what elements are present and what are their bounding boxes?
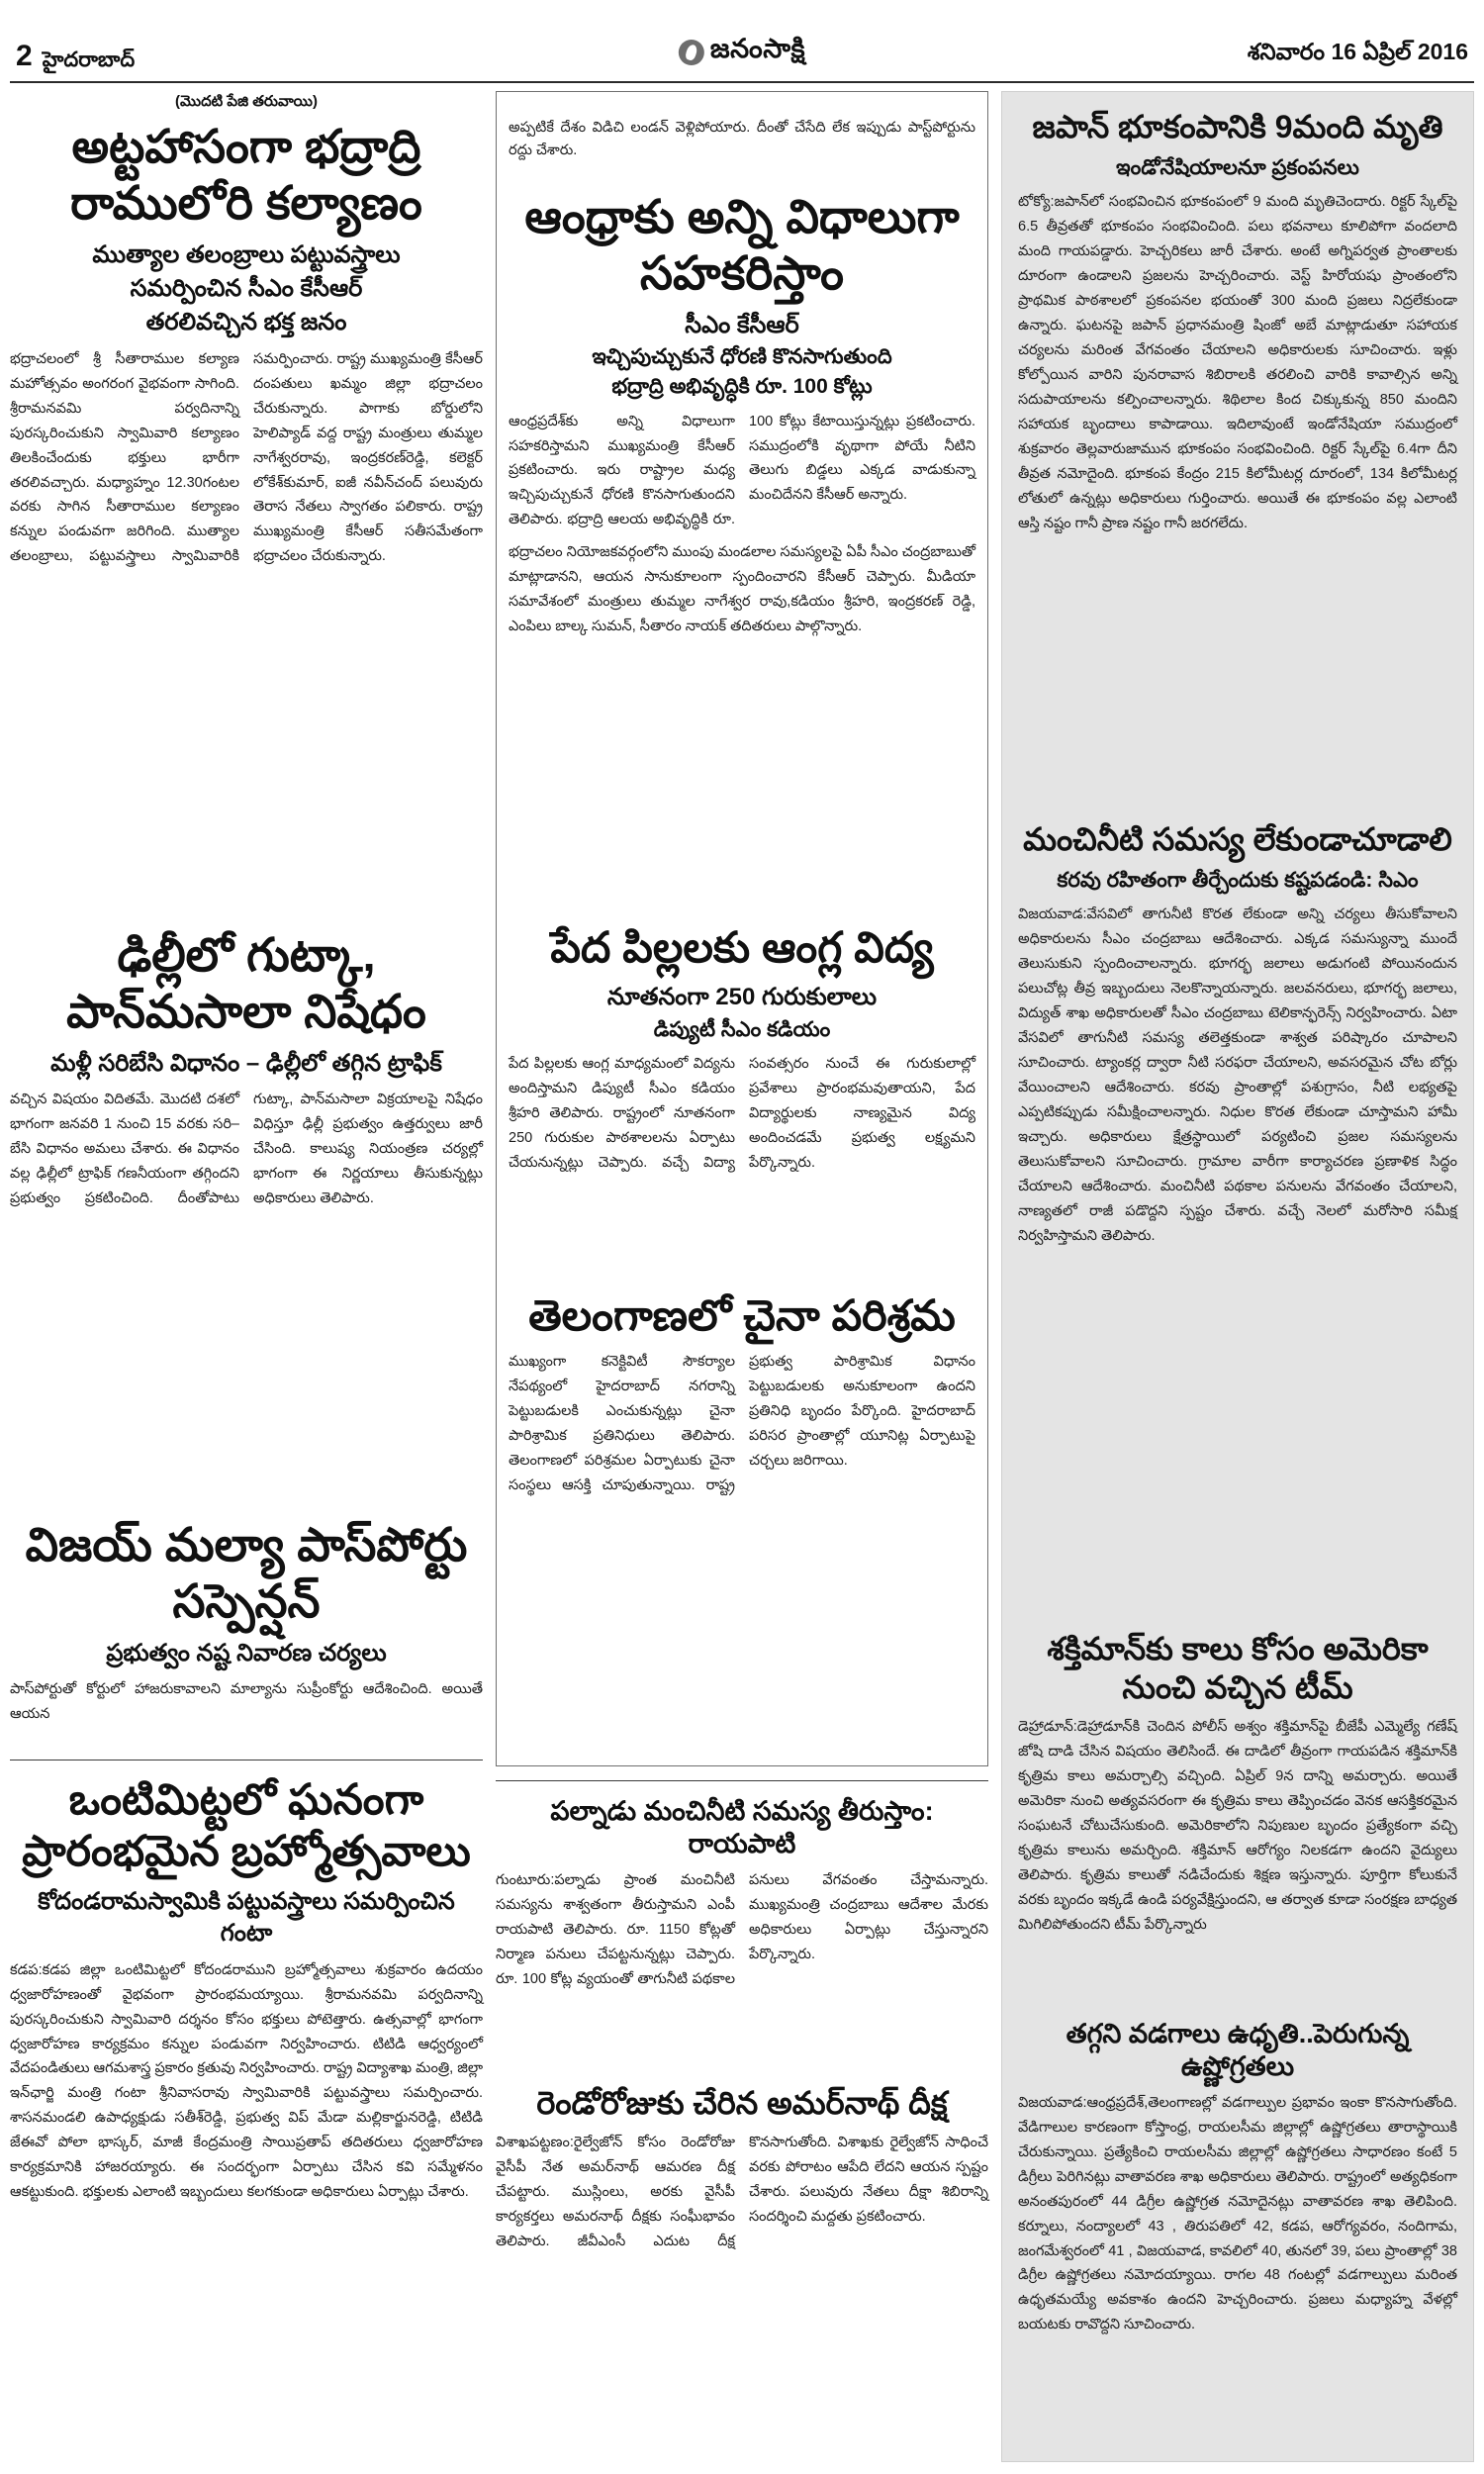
headline: మంచినీటి సమస్య లేకుండాచూడాలి (1023, 821, 1452, 857)
page-header (0, 0, 1484, 77)
subhead: తరలివచ్చిన భక్త జనం (145, 309, 347, 336)
article-palnadu-water (496, 1795, 988, 2084)
edition-label: హైదరాబాద్ (42, 48, 136, 71)
article-body: భద్రాచలంలో శ్రీ సీతారాముల కల్యాణ మహోత్సవం అంగరంగ వైభవంగా సాగింది. శ్రీరామనవమి పర్వదినాన్ని పురస్కరించుకుని స్వామివారి కల్యాణం తిలకించేందుకు భక్తులు భారీగా తరలివచ్చారు. మధ్యాహ్నం 12.30గంటల వరకు సాగిన సీతారాముల కల్యాణం కన్నుల పండువగా జరిగింది. ముత్యాల తలంబ్రాలు, పట్టువస్త్రాలు స్వామివారికి సమర్పించారు. రాష్ట్ర ముఖ్యమంత్రి కేసీఆర్ దంపతులు ఖమ్మం జిల్లా భద్రాచలం చేరుకున్నారు. పాగాకు బోర్డులోని హెలిప్యాడ్ వద్ద రాష్ట్ర మంత్రులు తుమ్మల నాగేశ్వరరావు, ఇంద్రకరణ్‌రెడ్డి, కలెక్టర్ లోకేశ్‌కుమార్, ఐజీ నవీన్‌చంద్ పలువురు తెరాస నేతలు స్వాగతం పలికారు. రాష్ట్ర ముఖ్యమంత్రి కేసీఆర్ సతీసమేతంగా భద్రాచలం చేరుకున్నారు. (10, 350, 483, 565)
subhead: ప్రభుత్వం నష్ట నివారణ చర్యలు (106, 1639, 387, 1666)
article-body: టోక్యో:జపాన్‌లో సంభవించిన భూకంపంలో 9 మంది మృతిచెందారు. రిక్టర్ స్కేల్‌పై 6.5 తీవ్రతతో భూకంపం సంభవించింది. పలు భవనాలు కూలిపోగా వందలాది మంది గాయపడ్డారు. హెచ్చరికలు జారీ చేశారు. అంటే అగ్నిపర్వత ప్రాంతాలకు దూరంగా ఉండాలని ప్రజలను హెచ్చరించారు. వెస్ట్ హిరోయషు ప్రాంతంలోని ప్రాథమిక పాఠశాలలో ప్రకంపనల భయంతో 300 మంది ప్రజలు నిద్రలేకుండా ఉన్నారు. ఘటనపై జపాన్ ప్రధానమంత్రి షింజో అబే మాట్లాడుతూ సహాయక చర్యలను మరింత వేగవంతం చేయాలని అధికారులకు సూచించారు. ఇళ్లు కోల్పోయిన వారిని పునరావాస శిబిరాలకి తరలించి వారికి కావాల్సిన అన్ని సదుపాయాలను కల్పించాలన్నారు. శిథిలాల కింద చిక్కుకున్న 850 మందిని సహాయక బృందాలు కాపాడాయి. ఇదిలావుంటే ఇండోనేషియా సముద్రంలో శుక్రవారం తెల్లవారుజామున భూకంపం సంభవించింది. రిక్టర్ స్కేల్‌పై 6.4గా దీని తీవ్రత నమోదైంది. భూకంప కేంద్రం 215 కిలోమీటర్ల దూరంలో, 134 కిలోమీటర్ల లోతులో ఉన్నట్లు అధికారులు గుర్తించారు. అయితే ఈ భూకంపం వల్ల ఎలాంటి ఆస్తి నష్టం గానీ ప్రాణ నష్టం గానీ జరగలేదు. (1018, 194, 1457, 531)
subhead: కరవు రహితంగా తీర్చేందుకు కష్టపడండి: సిఎం (1057, 869, 1419, 893)
page-number: 2 (16, 40, 33, 72)
continuation-strapline: అప్పటికే దేశం విడిచి లండన్ వెళ్లిపోయారు. దీంతో చేసేది లేక ఇప్పుడు పాస్ట్‌పోర్టును రద్దు చేశారు. (509, 119, 975, 158)
right-column-panel (1001, 91, 1474, 2462)
article-body: వచ్చిన విషయం విదితమే. మొదటి దశలో భాగంగా జనవరి 1 నుంచి 15 వరకు సరి–బేసి విధానం అమలు చేశారు. ఈ విధానం వల్ల ఢిల్లీలో ట్రాఫిక్ గణనీయంగా తగ్గిందని ప్రభుత్వం ప్రకటించింది. దీంతోపాటు గుట్కా, పాన్‌మసాలా విక్రయాలపై నిషేధం విధిస్తూ ఢిల్లీ ప్రభుత్వం ఉత్తర్వులు జారీ చేసింది. కాలుష్య నియంత్రణ చర్యల్లో భాగంగా ఈ నిర్ణయాలు తీసుకున్నట్లు అధికారులు తెలిపారు. (10, 1092, 483, 1206)
headline: తెలంగాణలో చైనా పరిశ్రమ (528, 1291, 956, 1340)
subhead: డిప్యుటీ సీఎం కడియం (653, 1017, 831, 1041)
continuation-kicker: (మొదటి పేజి తరువాయి) (175, 93, 318, 110)
article-body: ఆంధ్రప్రదేశ్‌కు అన్ని విధాలుగా సహకరిస్తామని ముఖ్యమంత్రి కేసీఆర్ ప్రకటించారు. ఇరు రాష్ట్రాల మధ్య ఇచ్చిపుచ్చుకునే ధోరణి కొనసాగుతుందని తెలిపారు. భద్రాద్రి ఆలయ అభివృద్ధికి రూ. 100 కోట్లు కేటాయిస్తున్నట్లు ప్రకటించారు. సముద్రంలోకి వృథాగా పోయే నీటిని తెలుగు బిడ్డలు ఎక్కడ వాడుకున్నా మంచిదేనని కేసీఆర్ అన్నారు. (509, 413, 975, 528)
headline: పేద పిల్లలకు ఆంగ్ల విద్య (550, 923, 934, 972)
headline: ఆంధ్రాకు అన్ని విధాలుగా సహకరిస్తాం (524, 189, 960, 300)
subhead: భద్రాద్రి అభివృద్ధికి రూ. 100 కోట్లు (611, 375, 873, 399)
article-body: విజయవాడ:వేసవిలో తాగునీటి కొరత లేకుండా అన్ని చర్యలు తీసుకోవాలని అధికారులను సీఎం చంద్రబాబు ఆదేశించారు. ఎక్కడ సమస్యున్నా ముందే తెలుసుకుని స్పందించాలన్నారు. భూగర్భ జలాలు అడుగంటి పోయినందున పలుచోట్ల తీవ్ర ఇబ్బందులు నెలకొన్నాయన్నారు. జలవనరులు, భూగర్భ జలాలు, విద్యుత్ శాఖ అధికారులతో సీఎం చంద్రబాబు టెలికాన్ఫరెన్స్ నిర్వహించారు. ఏటా వేసవిలో తాగునీటి సమస్య తలెత్తకుండా శాశ్వత పరిష్కారం చూపాలని సూచించారు. ట్యాంకర్ల ద్వారా నీటి సరఫరా చేయాలని, అవసరమైన చోట బోర్లు వేయించాలని ఆదేశించారు. కరవు ప్రాంతాల్లో పశుగ్రాసం, నీటి లభ్యతపై ఎప్పటికప్పుడు సమీక్షించాలన్నారు. నిధుల కొరత లేకుండా చూస్తామని హామీ ఇచ్చారు. అధికారులు క్షేత్రస్థాయిలో పర్యటించి ప్రజల సమస్యలను తెలుసుకోవాలని సూచించారు. గ్రామాల వారీగా కార్యాచరణ ప్రణాళిక సిద్ధం చేయాలని ఆదేశించారు. మంచినీటి పథకాల పనులను వేగవంతం చేయాలని, నాణ్యతలో రాజీ పడొద్దని స్పష్టం చేశారు. వచ్చే నెలలో మరోసారి సమీక్ష నిర్వహిస్తామని తెలిపారు. (1018, 906, 1457, 1244)
article-mallya-passport (10, 1516, 483, 1746)
header-left (16, 42, 135, 71)
article-shaktiman-leg (1018, 1630, 1457, 2018)
article-delhi-gutka-ban (10, 926, 483, 1516)
article-body: పేద పిల్లలకు ఆంగ్ల మాధ్యమంలో విద్యను అందిస్తామని డిప్యుటీ సీఎం కడియం శ్రీహరి తెలిపారు. రాష్ట్రంలో నూతనంగా 250 గురుకుల పాఠశాలలను ఏర్పాటు చేయనున్నట్లు చెప్పారు. వచ్చే విద్యా సంవత్సరం నుంచే ఈ గురుకులాల్లో ప్రవేశాలు ప్రారంభమవుతాయని, పేద విద్యార్థులకు నాణ్యమైన విద్య అందించడమే ప్రభుత్వ లక్ష్యమని పేర్కొన్నారు. (509, 1056, 975, 1171)
article-body: ముఖ్యంగా కనెక్టివిటీ సౌకర్యాల నేపథ్యంలో హైదరాబాద్ నగరాన్ని పెట్టుబడులకి ఎంచుకున్నట్లు చైనా పారిశ్రామిక ప్రతినిధులు తెలిపారు. తెలంగాణలో పరిశ్రమల ఏర్పాటుకు చైనా సంస్థలు ఆసక్తి చూపుతున్నాయి. రాష్ట్ర ప్రభుత్వ పారిశ్రామిక విధానం పెట్టుబడులకు అనుకూలంగా ఉందని ప్రతినిధి బృందం పేర్కొంది. హైదరాబాద్ పరిసర ప్రాంతాల్లో యూనిట్ల ఏర్పాటుపై చర్చలు జరిగాయి. (509, 1354, 975, 1494)
article-amarnath-deeksha (496, 2084, 988, 2254)
headline: తగ్గని వడగాలు ఉధృతి..పెరుగున్న ఉష్ణోగ్రతలు (1066, 2019, 1410, 2081)
article-drinking-water (1018, 820, 1457, 1630)
middle-article-box (496, 91, 988, 1766)
subhead: ముత్యాల తలంబ్రాలు పట్టువస్త్రాలు (92, 240, 401, 268)
subhead: ఇండోనేషియాలనూ ప్రకంపనలు (1116, 156, 1359, 180)
article-ontimitta-brahmotsavalu (10, 1774, 483, 2205)
masthead (679, 34, 805, 71)
headline: ఒంటిమిట్టలో ఘనంగా ప్రారంభమైన బ్రహ్మోత్సవాలు (22, 1776, 471, 1876)
page-grid (0, 83, 1484, 2462)
article-heatwave (1018, 2018, 1457, 2337)
masthead-title: జనంసాక్షి (709, 34, 806, 63)
subhead: సమర్పించిన సీఎం కేసీఆర్ (130, 275, 363, 303)
subhead: నూతనంగా 250 గురుకులాలు (606, 984, 878, 1011)
headline: ఢిల్లీలో గుట్కా, పాన్‌మసాలా నిషేధం (66, 928, 426, 1038)
left-column (10, 91, 483, 2205)
article-body: పాస్‌పోర్టుతో కోర్టులో హాజరుకావాలని మాల్యాను సుప్రీంకోర్టు ఆదేశించింది. అయితే ఆయన (10, 1681, 483, 1722)
masthead-logo-icon (679, 40, 704, 65)
article-body: కడప:కడప జిల్లా ఒంటిమిట్టలో కోదండరాముని బ్రహ్మోత్సవాలు శుక్రవారం ఉదయం ధ్వజారోహణంతో వైభవంగా ప్రారంభమయ్యాయి. శ్రీరామనవమి పర్వదినాన్ని పురస్కరించుకుని స్వామివారి దర్శనం కోసం భక్తులు పోటెత్తారు. ఉత్సవాల్లో భాగంగా ధ్వజారోహణ కార్యక్రమం కన్నుల పండువగా నిర్వహించారు. టిటిడి ఆధ్వర్యంలో వేదపండితులు ఆగమశాస్త్ర ప్రకారం క్రతువు నిర్వహించారు. రాష్ట్ర విద్యాశాఖ మంత్రి, జిల్లా ఇన్‌ఛార్జి మంత్రి గంటా శ్రీనివాసరావు స్వామివారికి పట్టువస్త్రాలు సమర్పించారు. శాసనమండలి ఉపాధ్యక్షుడు సతీశ్‌రెడ్డి, ప్రభుత్వ విప్ మేడా మల్లికార్జునరెడ్డి, టిటిడి జేఈవో పోలా భాస్కర్, మాజీ కేంద్రమంత్రి సాయిప్రతాప్ తదితరులు ధ్వజారోహణ కార్యక్రమానికి హాజరయ్యారు. ఈ సందర్భంగా ఏర్పాటు చేసిన కవి సమ్మేళనం ఆకట్టుకుంది. భక్తులకు ఎలాంటి ఇబ్బందులు కలగకుండా అధికారులు ఏర్పాట్లు చేశారు. (10, 1961, 483, 2201)
section-divider (496, 1780, 988, 1781)
subhead: మళ్లీ సరిబేసి విధానం – ఢిల్లీలో తగ్గిన ట్రాఫిక్ (50, 1049, 442, 1077)
article-body-continued: భద్రాచలం నియోజకవర్గంలోని ముంపు మండలాల సమస్యలపై ఏపీ సీఎం చంద్రబాబుతో మాట్లాడానని, ఆయన సానుకూలంగా స్పందించారని కేసీఆర్ చెప్పారు. మీడియా సమావేశంలో మంత్రులు తుమ్మల నాగేశ్వర రావు,కడియం శ్రీహరి, ఇంద్రకరణ్ రెడ్డి, ఎంపిలు బాల్క సుమన్, సీతారం నాయక్ తదితరులు పాల్గొన్నారు. (509, 544, 975, 635)
article-china-industry (509, 1290, 975, 1756)
headline: పల్నాడు మంచినీటి సమస్య తీరుస్తాం: రాయపాటి (550, 1795, 934, 1858)
headline: జపాన్ భూకంపానికి 9మంది మృతి (1032, 109, 1443, 144)
article-japan-earthquake (1018, 108, 1457, 820)
article-andhra-sahakaristam (509, 188, 975, 922)
middle-column (496, 91, 988, 2254)
article-body: విజయవాడ:ఆంధ్రప్రదేశ్,తెలంగాణల్లో వడగాల్పుల ప్రభావం ఇంకా కొనసాగుతోంది. వేడిగాలుల కారణంగా కోస్తాంధ్ర, రాయలసీమ జిల్లాల్లో ఉష్ణోగ్రతలు తారాస్థాయికి చేరుకున్నాయి. ప్రత్యేకించి రాయలసీమ జిల్లాల్లో ఉష్ణోగ్రతలు సాధారణం కంటే 5 డిగ్రీలు పెరిగినట్లు వాతావరణ శాఖ అధికారులు తెలిపారు. రాష్ట్రంలో అత్యధికంగా అనంతపురంలో 44 డిగ్రీల ఉష్ణోగ్రత నమోదైనట్లు వాతావరణ శాఖ తెలిపింది. కర్నూలు, నంద్యాలలో 43 , తిరుపతిలో 42, కడప, ఆరోగ్యవరం, నందిగామ, జంగమేశ్వరంలో 41 , విజయవాడ, కావలిలో 40, తునలో 39, పలు ప్రాంతాల్లో 38 డిగ్రీల ఉష్ణోగ్రతలు నమోదయ్యాయి. రాగల 48 గంటల్లో వడగాల్పులు మరింత ఉధృతమయ్యే అవకాశం ఉందని హెచ్చరించారు. ప్రజలు మధ్యాహ్న వేళల్లో బయటకు రావొద్దని సూచించారు. (1018, 2094, 1457, 2333)
issue-date: శనివారం 16 ఏప్రిల్ 2016 (1247, 39, 1468, 64)
headline: రెండోరోజుకు చేరిన అమర్‌నాథ్ దీక్ష (536, 2084, 948, 2121)
article-english-education (509, 922, 975, 1290)
article-bhadradri-kalyanam (10, 93, 483, 926)
headline: అట్టహాసంగా భద్రాద్రి రాములోరి కల్యాణం (70, 120, 422, 230)
article-body: గుంటూరు:పల్నాడు ప్రాంత మంచినీటి సమస్యను శాశ్వతంగా తీరుస్తామని ఎంపీ రాయపాటి తెలిపారు. రూ. 1150 కోట్లతో నిర్మాణ పనులు చేపట్టనున్నట్లు చెప్పారు. రూ. 100 కోట్ల వ్యయంతో తాగునీటి పథకాల పనులు వేగవంతం చేస్తామన్నారు. ముఖ్యమంత్రి చంద్రబాబు ఆదేశాల మేరకు అధికారులు ఏర్పాట్లు చేస్తున్నారని పేర్కొన్నారు. (496, 1871, 988, 1987)
subhead: ఇచ్చిపుచ్చుకునే ధోరణి కొనసాగుతుంది (592, 344, 892, 368)
article-body: డెహ్రాడూన్:డెహ్రాడూన్‌కి చెందిన పోలీస్ అశ్వం శక్తిమాన్‌పై బీజేపీ ఎమ్మెల్యే గణేష్ జోషి దాడి చేసిన విషయం తెలిసిందే. ఈ దాడిలో తీవ్రంగా గాయపడిన శక్తిమాన్‌కి కృత్రిమ కాలు అమర్చాల్సి వచ్చింది. ఏప్రిల్ 9న దాన్ని అమర్చారు. అయితే అమెరికా నుంచి అత్యవసరంగా ఈ కృత్రిమ కాలు తెప్పించడం వెనక ఆసక్తికరమైన సంఘటనే చోటుచేసుకుంది. అమెరికాలోని నిపుణుల బృందం ప్రత్యేకంగా వచ్చి కృత్రిమ కాలును అమర్చింది. శక్తిమాన్ ఆరోగ్యం నిలకడగా ఉందని వైద్యులు తెలిపారు. కృత్రిమ కాలుతో నడిచేందుకు శిక్షణ ఇస్తున్నారు. పూర్తిగా కోలుకునే వరకు బృందం ఇక్కడే ఉండి పర్యవేక్షిస్తుందని, ఆ తర్వాత కూడా సంరక్షణ బాధ్యత మిగిలిపోతుందని టీమ్ పేర్కొన్నారు (1018, 1719, 1457, 1933)
article-body: విశాఖపట్టణం:రైల్వేజోన్ కోసం రెండోరోజు వైసీపీ నేత అమర్‌నాథ్ ఆమరణ దీక్ష చేపట్టారు. ముస్లింలు, అరకు వైసీపీ కార్యకర్తలు అమరనాథ్ దీక్షకు సంఘీభావం తెలిపారు. జీవీఎంసీ ఎదుట దీక్ష కొనసాగుతోంది. విశాఖకు రైల్వేజోన్ సాధించే వరకు పోరాటం ఆపేది లేదని ఆయన స్పష్టం చేశారు. పలువురు నేతలు దీక్షా శిబిరాన్ని సందర్శించి మద్దతు ప్రకటించారు. (496, 2134, 988, 2249)
subhead: కోదండరామస్వామికి పట్టువస్త్రాలు సమర్పించిన గంటా (38, 1887, 455, 1948)
headline: శక్తిమాన్‌కు కాలు కోసం అమెరికా నుంచి వచ్చిన టీమ్ (1047, 1631, 1429, 1706)
subhead: సీఎం కేసీఆర్ (685, 311, 799, 338)
headline: విజయ్ మల్యా పాస్‌పోర్టు సస్పెన్షన్ (25, 1518, 468, 1628)
